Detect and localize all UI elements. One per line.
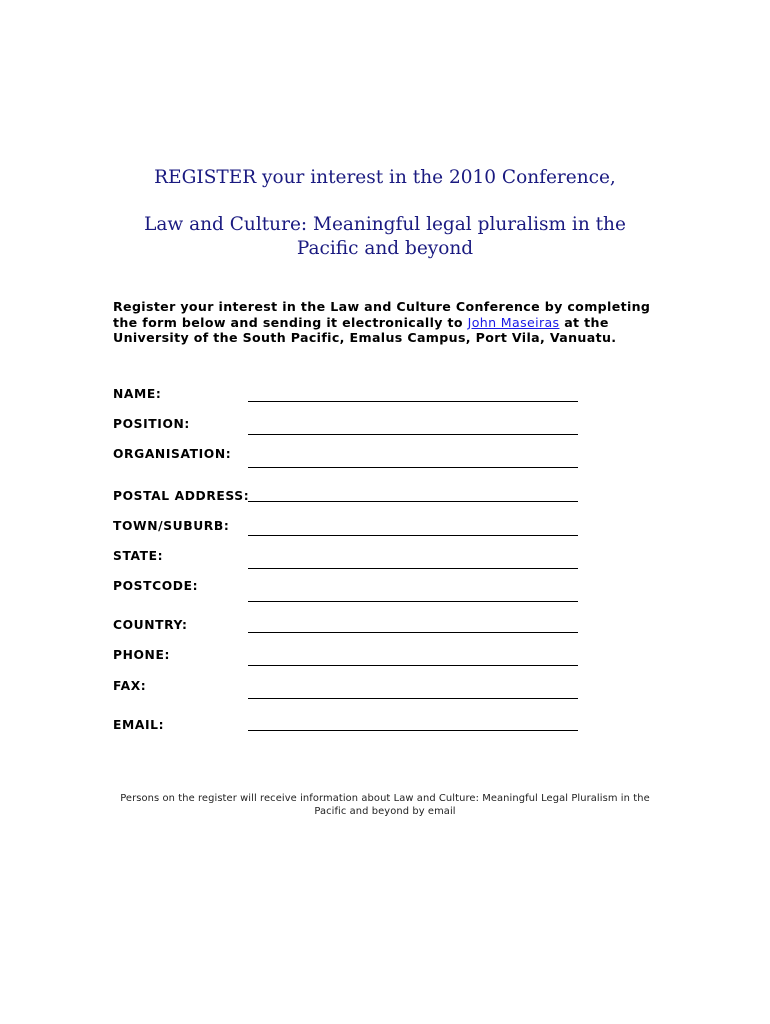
intro-paragraph xyxy=(113,299,661,346)
intro-text-before-link: Register your interest in the Law and Culture Conference by completing the form below and sending it electronically to xyxy=(113,299,651,330)
country-label: COUNTRY: xyxy=(113,618,188,632)
organisation-label: ORGANISATION: xyxy=(113,447,232,461)
name-field-line[interactable] xyxy=(248,401,578,402)
state-field-line[interactable] xyxy=(248,568,578,569)
footer-note: Persons on the register will receive information about Law and Culture: Meaningful Legal Pluralism in the Pacific and beyond by email xyxy=(120,793,650,817)
town-suburb-label: TOWN/SUBURB: xyxy=(113,519,230,533)
state-label: STATE: xyxy=(113,549,164,563)
country-field-line[interactable] xyxy=(248,632,578,633)
name-label: NAME: xyxy=(113,387,162,401)
fax-label: FAX: xyxy=(113,679,147,693)
phone-label: PHONE: xyxy=(113,648,170,662)
email-field-line[interactable] xyxy=(248,730,578,731)
postal-address-field-line[interactable] xyxy=(248,501,578,502)
postal-address-label: POSTAL ADDRESS: xyxy=(113,489,250,503)
intro-text-after-link: at the University of the South Pacific, Emalus Campus, Port Vila, Vanuatu. xyxy=(113,314,617,345)
position-field-line[interactable] xyxy=(248,434,578,435)
conference-title: Law and Culture: Meaningful legal pluralism in the Pacific and beyond xyxy=(144,214,626,259)
postcode-field-line[interactable] xyxy=(248,601,578,602)
phone-field-line[interactable] xyxy=(248,665,578,666)
page-title: REGISTER your interest in the 2010 Conference, xyxy=(154,167,616,188)
fax-field-line[interactable] xyxy=(248,698,578,699)
organisation-field-line[interactable] xyxy=(248,467,578,468)
position-label: POSITION: xyxy=(113,417,190,431)
town-suburb-field-line[interactable] xyxy=(248,535,578,536)
email-label: EMAIL: xyxy=(113,718,165,732)
contact-link[interactable]: John Maseiras xyxy=(467,314,560,330)
postcode-label: POSTCODE: xyxy=(113,579,199,593)
